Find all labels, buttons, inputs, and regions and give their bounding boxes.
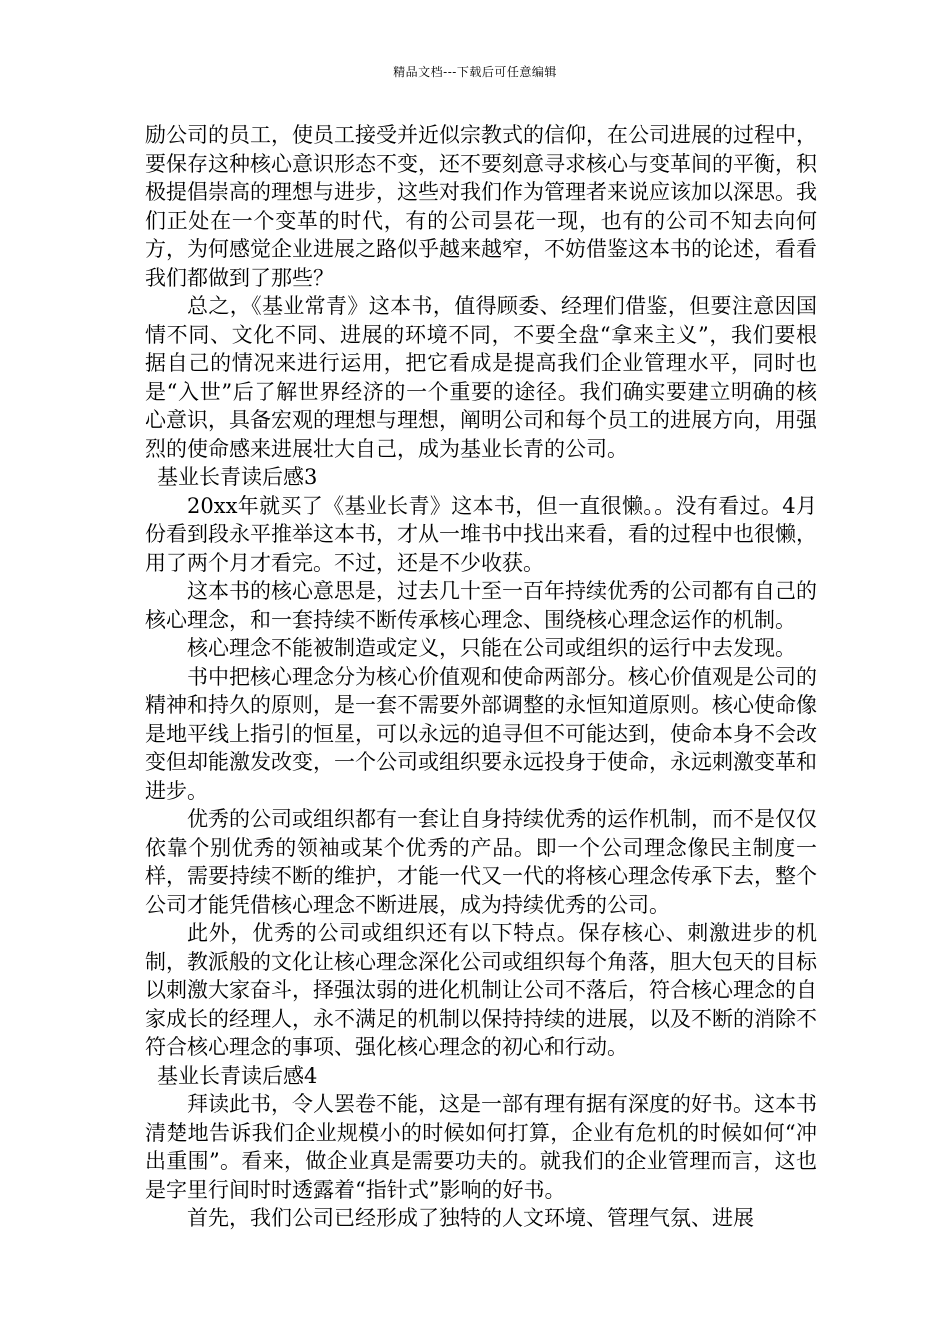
document-body — [145, 121, 817, 1233]
paragraph: 优秀的公司或组织都有一套让自身持续优秀的运作机制，而不是仅仅依靠个别优秀的领袖或某个优秀的产品。即一个公司理念像民主制度一样，需要持续不断的维护，才能一代又一代的将核心理念传承下去，整个公司才能凭借核心理念不断进展，成为持续优秀的公司。 — [145, 807, 817, 917]
page-header: 精品文档---下载后可任意编辑 — [393, 65, 557, 79]
paragraph: 拜读此书，令人罢卷不能，这是一部有理有据有深度的好书。这本书清楚地告诉我们企业规模小的时候如何打算，企业有危机的时候如何“冲出重围”。看来，做企业真是需要功夫的。就我们的企业管理而言，这也是字里行间时时透露着“指针式”影响的好书。 — [145, 1092, 817, 1202]
section-heading-3: 基业长青读后感3 — [157, 465, 318, 489]
paragraph: 这本书的核心意思是，过去几十至一百年持续优秀的公司都有自己的核心理念，和一套持续不断传承核心理念、围绕核心理念运作的机制。 — [145, 579, 817, 632]
paragraph: 书中把核心理念分为核心价值观和使命两部分。核心价值观是公司的精神和持久的原则，是一套不需要外部调整的永恒知道原则。核心使命像是地平线上指引的恒星，可以永远的追寻但不可能达到，使命本身不会改变但却能激发改变，一个公司或组织要永远投身于使命，永远刺激变革和进步。 — [145, 664, 817, 803]
paragraph: 此外，优秀的公司或组织还有以下特点。保存核心、刺激进步的机制，教派般的文化让核心理念深化公司或组织每个角落，胆大包天的目标以刺激大家奋斗，择强汰弱的进化机制让公司不落后，符合核心理念的自家成长的经理人，永不满足的机制以保持持续的进展，以及不断的消除不符合核心理念的事项、强化核心理念的初心和行动。 — [145, 921, 817, 1059]
paragraph: 核心理念不能被制造或定义，只能在公司或组织的运行中去发现。 — [187, 636, 796, 660]
paragraph-conclusion: 总之，《基业常青》这本书，值得顾委、经理们借鉴，但要注意因国情不同、文化不同、进展的环境不同，不要全盘“拿来主义”，我们要根据自己的情况来进行运用，把它看成是提高我们企业管理水平，同时也是“入世”后了解世界经济的一个重要的途径。我们确实要建立明确的核心意识，具备宏观的理想与理想，阐明公司和每个员工的进展方向，用强烈的使命感来进展壮大自己，成为基业长青的公司。 — [145, 294, 817, 461]
section-heading-4: 基业长青读后感4 — [157, 1063, 318, 1088]
paragraph: 首先，我们公司已经形成了独特的人文环境、管理气氛、进展 — [187, 1206, 754, 1230]
paragraph-continued: 励公司的员工，使员工接受并近似宗教式的信仰，在公司进展的过程中，要保存这种核心意识形态不变，还不要刻意寻求核心与变革间的平衡，积极提倡崇高的理想与进步，这些对我们作为管理者来说应该加以深思。我们正处在一个变革的时代，有的公司昙花一现，也有的公司不知去向何方，为何感觉企业进展之路似乎越来越窄，不妨借鉴这本书的论述，看看我们都做到了那些？ — [145, 123, 817, 290]
paragraph: 20xx年就买了《基业长青》这本书，但一直很懒。。没有看过。4月份看到段永平推举这本书，才从一堆书中找出来看，看的过程中也很懒，用了两个月才看完。不过，还是不少收获。 — [145, 493, 817, 575]
